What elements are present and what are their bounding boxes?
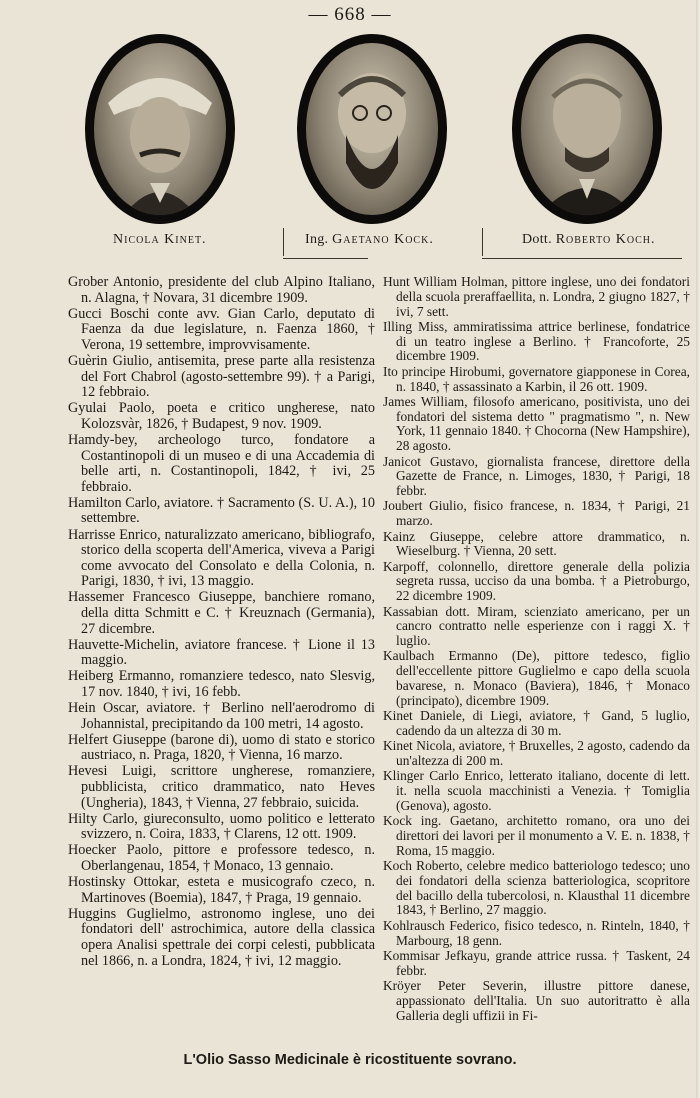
entry: Hevesi Luigi, scrittore ungherese, romanziere, pubblicista, critico drammatico, nato Heves (Ungheria), 1843, † Vienna, 27 febbraio, suicida. [68, 763, 375, 811]
advertisement-footer: L'Olio Sasso Medicinale è ricostituente sovrano. [183, 1052, 517, 1068]
entry: Huggins Guglielmo, astronomo inglese, uno dei fondatori dell' astrochimica, autore della classica opera Analisi spettrale dei corpi celesti, pubblicata nel 1866, n. a Londra, 1824, † ivi, 12 maggio. [68, 905, 375, 969]
caption-divider [482, 228, 483, 256]
entry: Hein Oscar, aviatore. † Berlino nell'aerodromo di Johannistal, precipitando da 100 metri, 14 agosto. [68, 700, 375, 732]
caption-last-name: Kock. [394, 232, 434, 247]
entry: Kinet Daniele, di Liegi, aviatore, † Gand, 5 luglio, cadendo da un altezza di 30 m. [383, 708, 690, 738]
portrait-nicola-kinet [85, 34, 235, 224]
entry: Kohlrausch Federico, fisico tedesco, n. Rinteln, 1840, † Marbourg, 18 genn. [383, 917, 690, 948]
entry: Illing Miss, ammiratissima attrice berlinese, fondatrice di un teatro inglese a Berlino. † Francoforte, 25 dicembre 1909. [383, 318, 690, 364]
entry: Kröyer Peter Severin, illustre pittore danese, appassionato dell'Italia. Un suo autoritratto è alla Galleria degli uffizii in Fi- [383, 977, 690, 1023]
entry: Hauvette-Michelin, aviatore francese. † Lione il 13 maggio. [68, 636, 375, 669]
entry: Hunt William Holman, pittore inglese, uno dei fondatori della scuola preraffaellita, n. Londra, 2 giugno 1827, † ivi, 7 sett. [383, 274, 690, 319]
caption-roberto-koch [522, 232, 656, 248]
entry: Janicot Gustavo, giornalista francese, direttore della Gazette de France, n. Limoges, 1830, † Parigi, 18 febbr. [383, 453, 690, 499]
entry: Kainz Giuseppe, celebre attore drammatico, n. Wieselburg. † Vienna, 20 sett. [383, 528, 690, 559]
entry: Hassemer Francesco Giuseppe, banchiere romano, della ditta Schmitt e C. † Kreuznach (Germania), 27 dicembre. [68, 589, 375, 637]
entry: Ito principe Hirobumi, governatore giapponese in Corea, n. 1840, † assassinato a Karbin, il 26 ott. 1909. [383, 363, 690, 394]
caption-last-name: Kinet. [164, 232, 207, 247]
portrait-image [521, 43, 653, 215]
caption-nicola-kinet [113, 232, 207, 248]
entry: Klinger Carlo Enrico, letterato italiano, docente di lett. it. nella scuola macchinisti a Venezia. † Tomiglia (Genova), agosto. [383, 768, 690, 813]
caption-first-name: Gaetano [332, 232, 395, 247]
entry: Gyulai Paolo, poeta e critico ungherese, nato Kolozsvàr, 1826, † Budapest, 9 nov. 1909. [68, 400, 375, 432]
caption-gaetano-kock [305, 232, 434, 248]
entry: Kaulbach Ermanno (De), pittore tedesco, figlio dell'eccellente pittore Guglielmo e capo della scuola bavarese, n. Monaco (Baviera), 1846, † Monaco (principato), dicembre 1909. [383, 648, 690, 708]
entry: Gucci Boschi conte avv. Gian Carlo, deputato di Faenza da due legislature, n. Faenza 1860, † Verona, 19 settembre, improvvisamente. [68, 305, 375, 353]
page-number: — 668 — [308, 4, 392, 25]
entry: Hoecker Paolo, pittore e professore tedesco, n. Oberlangenau, 1854, † Monaco, 13 gennaio. [68, 842, 375, 874]
entry: Kock ing. Gaetano, architetto romano, ora uno dei direttori dei lavori per il monumento a V. E. n. 1838, † Roma, 15 maggio. [383, 813, 690, 858]
portrait-image [94, 43, 226, 215]
entry: Grober Antonio, presidente del club Alpino Italiano, n. Alagna, † Novara, 31 dicembre 1909. [68, 274, 375, 306]
entry: Helfert Giuseppe (barone di), uomo di stato e storico austriaco, n. Praga, 1820, † Vienna, 16 marzo. [68, 731, 375, 764]
caption-prefix: Dott. [522, 232, 556, 247]
caption-first-name: Roberto [555, 232, 616, 247]
entry: James William, filosofo americano, positivista, uno dei fondatori del sistema detto " pragmatismo ", n. New York, 11 gennaio 1840. † Chocorna (New Hampshire), 28 agosto. [383, 393, 690, 454]
caption-first-name: Nicola [113, 232, 165, 247]
entry: Kassabian dott. Miram, scienziato americano, per un cancro contratto nelle esperienze con i raggi X. † luglio. [383, 603, 690, 649]
right-column [383, 275, 690, 1024]
entry: Kommisar Jefkayu, grande attrice russa. † Taskent, 24 febbr. [383, 947, 690, 978]
entry: Karpoff, colonnello, direttore generale della polizia segreta russa, ucciso da una bomba. † a Pietroburgo, 22 dicembre 1909. [383, 558, 690, 604]
portrait-image [306, 43, 438, 215]
entry: Heiberg Ermanno, romanziere tedesco, nato Slesvig, 17 nov. 1840, † ivi, 16 febb. [68, 668, 375, 700]
entry: Hamilton Carlo, aviatore. † Sacramento (S. U. A.), 10 settembre. [68, 494, 375, 527]
caption-prefix: Ing. [305, 232, 333, 247]
caption-divider [283, 228, 284, 256]
entry: Guèrin Giulio, antisemita, prese parte alla resistenza del Fort Chabrol (agosto-settembre 99). † a Parigi, 12 febbraio. [68, 352, 375, 401]
entry: Harrisse Enrico, naturalizzato americano, bibliografo, storico della scoperta dell'America, viveva a Parigi come avvocato del Consolato e della Colonia, n. Parigi, 1830, † ivi, 13 maggio. [68, 526, 375, 590]
entry: Kinet Nicola, aviatore, † Bruxelles, 2 agosto, cadendo da un'altezza di 200 m. [383, 738, 690, 768]
page-edge [696, 0, 700, 1098]
caption-last-name: Koch. [615, 232, 656, 247]
entry: Koch Roberto, celebre medico batteriologo tedesco; uno dei fondatori della scienza batteriologica, scopritore del bacillo della tubercolosi, n. Klausthal 11 dicembre 1843, † Berlino, 27 maggio. [383, 858, 690, 918]
caption-rule [482, 258, 682, 259]
entry: Joubert Giulio, fisico francese, n. 1834, † Parigi, 21 marzo. [383, 498, 690, 529]
entry: Hamdy-bey, archeologo turco, fondatore a Costantinopoli di un museo e di una Accademia di belle arti, n. Costantinopoli, 1842, † ivi, 25 febbraio. [68, 431, 375, 495]
entry: Hilty Carlo, giureconsulto, uomo politico e letterato svizzero, n. Coira, 1833, † Clarens, 12 ott. 1909. [68, 810, 375, 843]
entry: Hostinsky Ottokar, esteta e musicografo czeco, n. Martinoves (Boemia), 1847, † Praga, 19 gennaio. [68, 874, 375, 906]
left-column [68, 275, 375, 970]
portrait-gaetano-kock [297, 34, 447, 224]
caption-rule [283, 258, 368, 259]
portrait-roberto-koch [512, 34, 662, 224]
